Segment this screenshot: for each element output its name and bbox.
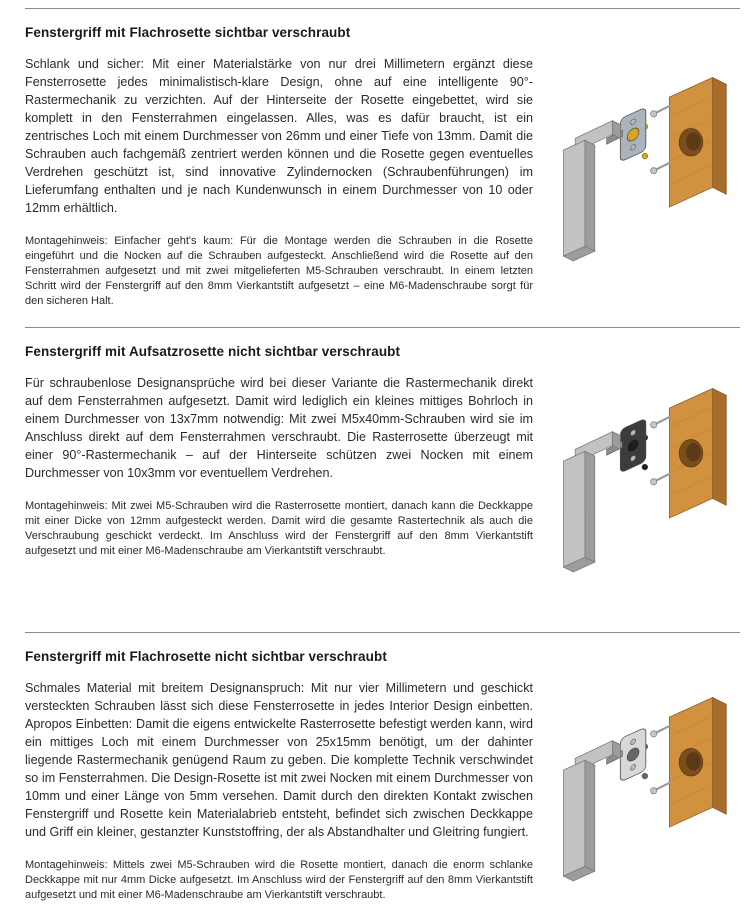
text-column <box>25 679 533 903</box>
exploded-view-illustration <box>534 659 740 897</box>
text-column <box>25 55 533 309</box>
text-column <box>25 374 533 559</box>
section-body-text: Schmales Material mit breitem Designanspruch: Mit nur vier Millimetern und geschickt versteckten Schrauben lässt sich diese Fensterrosette in jedes Interior Design einbetten. Apropos Einbetten: Damit die eigens entwickelte Rasterrosette befestigt werden kann, wird ein mittiges Loch mit einem Durchmesser von 25x15mm benötigt, um der dahinter liegende Rastermechanik genügend Raum zu geben. Die komplette Technik verschwindet so im Fensterrahmen. Die Design-Rosette ist mit zwei Nocken mit einem Durchmesser von 10mm und einer Länge von 5mm versehen. Damit durch den direkten Kontakt zwischen Fenstergriff und Rosette kein Materialabrieb entsteht, befindet sich zwischen Deckkappe und Griff ein kleiner, gestanzter Kunststoffring, der als Abstandhalter und Gleitring fungiert. <box>25 681 533 839</box>
section-body-text: Für schraubenlose Designansprüche wird bei dieser Variante die Rastermechanik direkt auf dem Fensterrahmen aufgesetzt. Damit wird lediglich ein kleines mittiges Bohrloch in einem Durchmesser von 13x7mm notwendig: Mit zwei M5x40mm-Schrauben wird sie im Anschluss direkt auf dem Fensterrahmen verschraubt. Die Rasterrosette überzeugt mit einer 90°-Rastermechanik – auf der Hinterseite schützen zwei Nocken mit einem Durchmesser von 10x3mm vor eventuellem Verdrehen. <box>25 376 533 480</box>
section-flachrosette-sichtbar <box>25 9 740 327</box>
montage-note: Montagehinweis: Einfacher geht's kaum: Für die Montage werden die Schrauben in die Rosette eingeführt und die Nocken auf die Schrauben aufgesteckt. Anschließend wird die Rosette auf den Fensterrahmen aufgesetzt und mit zwei mitgelieferten M5-Schrauben verschraubt. In einem letzten Schritt wird der Fenstergriff auf den 8mm Vierkantstift aufgesetzt – eine M6-Madenschraube sorgt für den sicheren Halt. <box>25 235 533 307</box>
exploded-view-illustration <box>534 350 740 588</box>
section-flachrosette-nicht-sichtbar <box>25 633 740 921</box>
exploded-view-illustration <box>534 39 740 277</box>
montage-note: Montagehinweis: Mittels zwei M5-Schrauben wird die Rosette montiert, danach die enorm schlanke Deckkappe mit nur 4mm Dicke aufgesetzt. Im Anschluss wird der Fenstergriff auf den 8mm Vierkantstift aufgesetzt und mit einer M6-Madenschraube am Vierkantstift verschraubt. <box>25 859 533 901</box>
section-body-text: Schlank und sicher: Mit einer Materialstärke von nur drei Millimetern ergänzt diese Fensterrosette jedes minimalistisch-klare Design, ohne auf eine intelligente 90°-Rastermechanik zu verzichten. Auf der Hinterseite der Rosette eingebettet, wird sie komplett in den Fensterrahmen eingelassen. Alles, was es dafür braucht, ist ein zentrisches Loch mit einem Durchmesser von 26mm und einer Tiefe von 13mm. Damit die Schrauben auch fachgemäß zentriert werden können und die Rosette gegen eventuelles Verdrehen geschützt ist, sind innovative Zylindernocken (Schraubenführungen) im Lieferumfang enthalten und je nach Kundenwunsch in einem Durchmesser von 10 oder 12mm erhältlich. <box>25 57 533 215</box>
section-heading: Fenstergriff mit Aufsatzrosette nicht sichtbar verschraubt <box>25 344 401 359</box>
section-heading: Fenstergriff mit Flachrosette sichtbar verschraubt <box>25 25 351 40</box>
section-aufsatzrosette-nicht-sichtbar <box>25 328 740 632</box>
section-heading: Fenstergriff mit Flachrosette nicht sichtbar verschraubt <box>25 649 387 664</box>
montage-note: Montagehinweis: Mit zwei M5-Schrauben wird die Rasterrosette montiert, danach kann die Deckkappe mit einer Dicke von 12mm aufgesteckt werden. Damit wird die gesamte Rastertechnik als auch die Verschraubung geschickt verdeckt. Im Anschluss wird der Fenstergriff auf den 8mm Vierkantstift aufgesetzt und mit einer M6-Madenschraube am Vierkantstift verschraubt. <box>25 500 533 557</box>
